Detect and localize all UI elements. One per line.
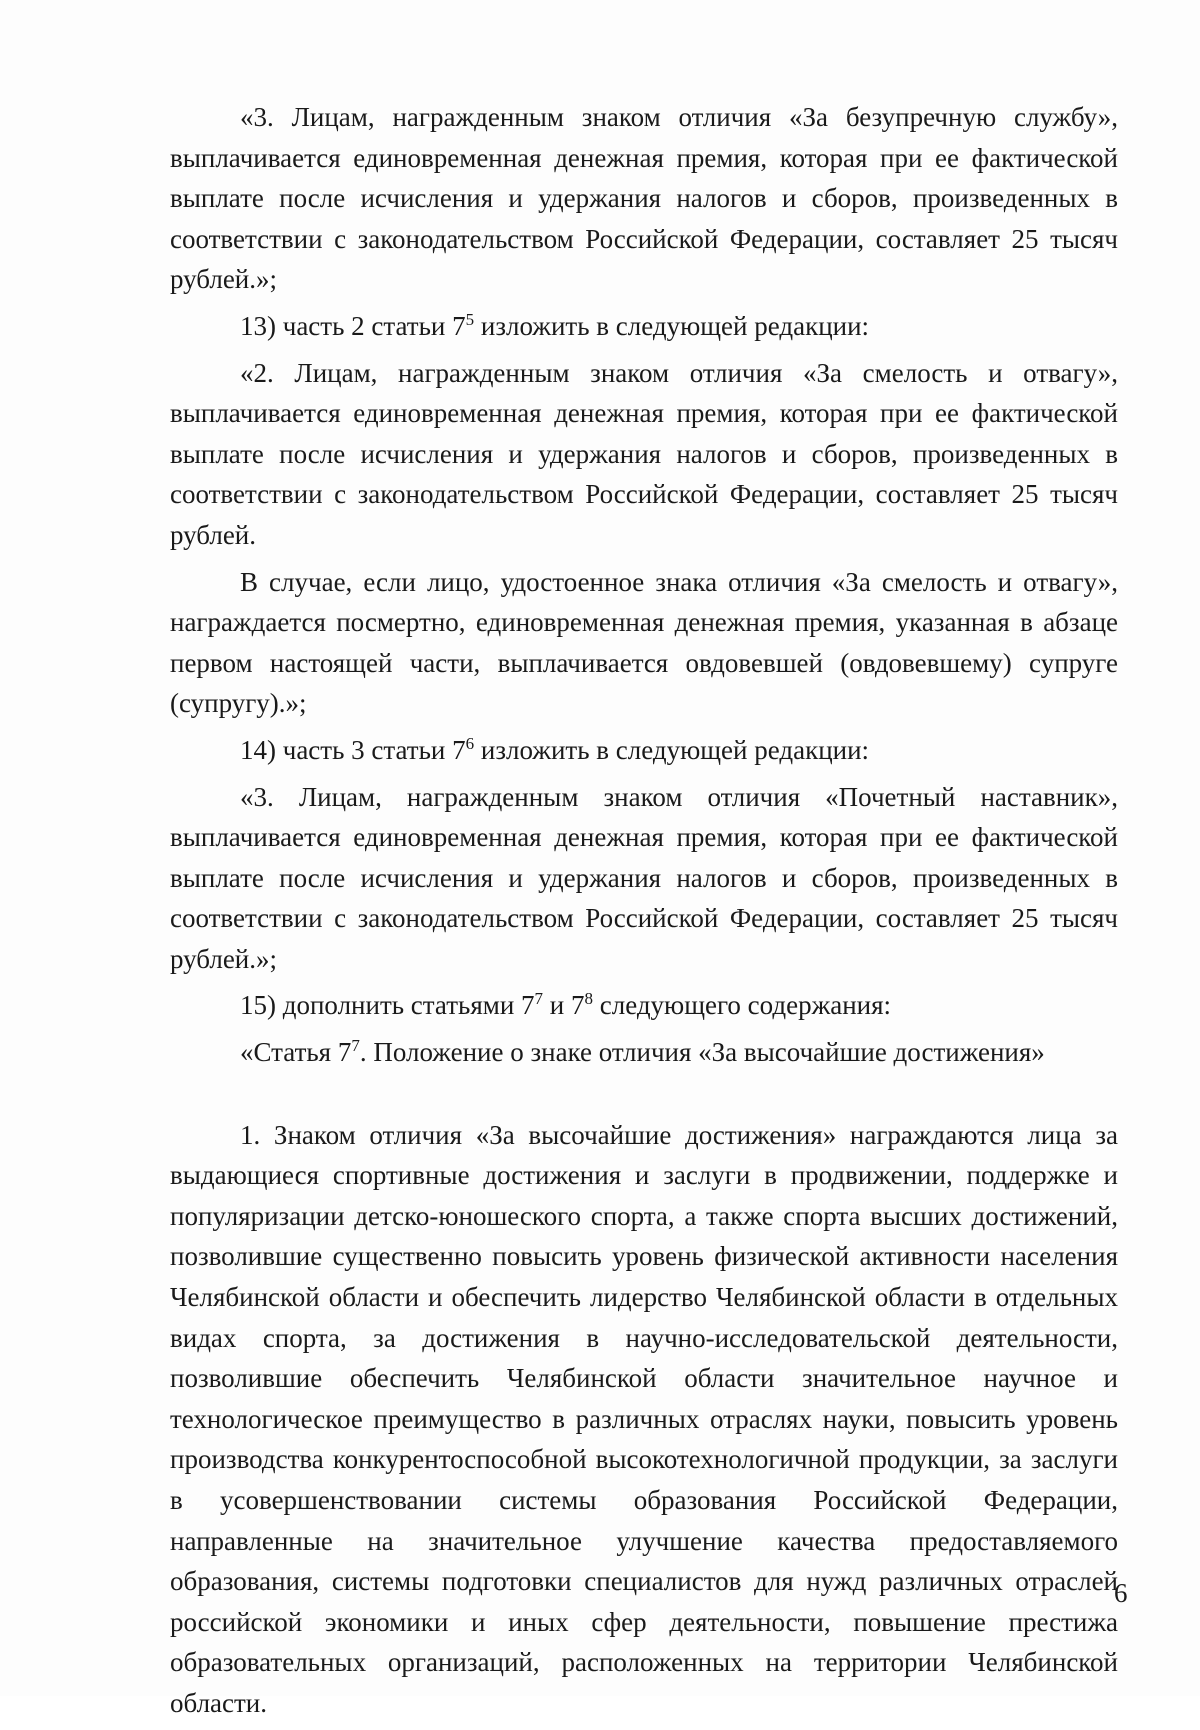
item-15-text: 15) дополнить статьями 7	[240, 990, 535, 1021]
article-heading-superscript: 7	[351, 1036, 360, 1056]
item-14-superscript: 6	[465, 733, 475, 753]
item-13-text-end: изложить в следующей редакции:	[474, 310, 870, 341]
article-heading-text: «Статья 7	[240, 1037, 352, 1068]
article-heading	[170, 1032, 1118, 1073]
item-13	[170, 306, 1118, 347]
item-14-text: 14) часть 3 статьи 7	[240, 734, 466, 765]
paragraph-award-mentor: «3. Лицам, награжденным знаком отличия «Почетный наставник», выплачивается единовременная денежная премия, которая при ее фактической выплате после исчисления и удержания налогов и сборов, произведенных в соответствии с законодательством Российской Федерации, составляет 25 тысяч рублей.»;	[170, 781, 1118, 974]
item-15-superscript-2: 8	[584, 989, 593, 1009]
item-14-text-end: изложить в следующей редакции:	[474, 734, 870, 765]
item-15-text-mid: и 7	[543, 990, 585, 1021]
item-15-text-end: следующего содержания:	[592, 990, 892, 1021]
paragraph-award-service: «3. Лицам, награжденным знаком отличия «За безупречную службу», выплачивается единовременная денежная премия, которая при ее фактической выплате после исчисления и удержания налогов и сборов, произведенных в соответствии с законодательством Российской Федерации, составляет 25 тысяч рублей.»;	[170, 102, 1118, 295]
item-14	[170, 730, 1118, 771]
article-heading-title: . Положение о знаке отличия «За высочайшие достижения»	[359, 1037, 1045, 1068]
item-13-superscript: 5	[465, 309, 475, 329]
paragraph-article-clause-1: 1. Знаком отличия «За высочайшие достижения» награждаются лица за выдающиеся спортивные достижения и заслуги в продвижении, поддержке и популяризации детско-юношеского спорта, а также спорта высших достижений, позволившие существенно повысить уровень физической активности населения Челябинской области и обеспечить лидерство Челябинской области в отдельных видах спорта, за достижения в научно-исследовательской деятельности, позволившие обеспечить Челябинской области значительное научное и технологическое преимущество в различных отраслях науки, повысить уровень производства конкурентоспособной высокотехнологичной продукции, за заслуги в усовершенствовании системы образования Российской Федерации, направленные на значительное улучшение качества предоставляемого образования, системы подготовки специалистов для нужд различных отраслей российской экономики и иных сфер деятельности, повышение престижа образовательных организаций, расположенных на территории Челябинской области.	[170, 1119, 1118, 1718]
item-13-text: 13) часть 2 статьи 7	[240, 310, 466, 341]
paragraph-posthumous: В случае, если лицо, удостоенное знака отличия «За смелость и отвагу», награждается посмертно, единовременная денежная премия, указанная в абзаце первом настоящей части, выплачивается овдовевшей (овдовевшему) супруге (супругу).»;	[170, 566, 1118, 719]
paragraph-award-courage: «2. Лицам, награжденным знаком отличия «За смелость и отвагу», выплачивается единовременная денежная премия, которая при ее фактической выплате после исчисления и удержания налогов и сборов, произведенных в соответствии с законодательством Российской Федерации, составляет 25 тысяч рублей.	[170, 357, 1118, 550]
item-15-superscript: 7	[534, 989, 544, 1009]
spacer	[170, 1079, 1118, 1115]
page-number: 6	[1114, 1578, 1128, 1608]
item-15	[170, 985, 1118, 1026]
document-body	[170, 97, 1118, 1730]
